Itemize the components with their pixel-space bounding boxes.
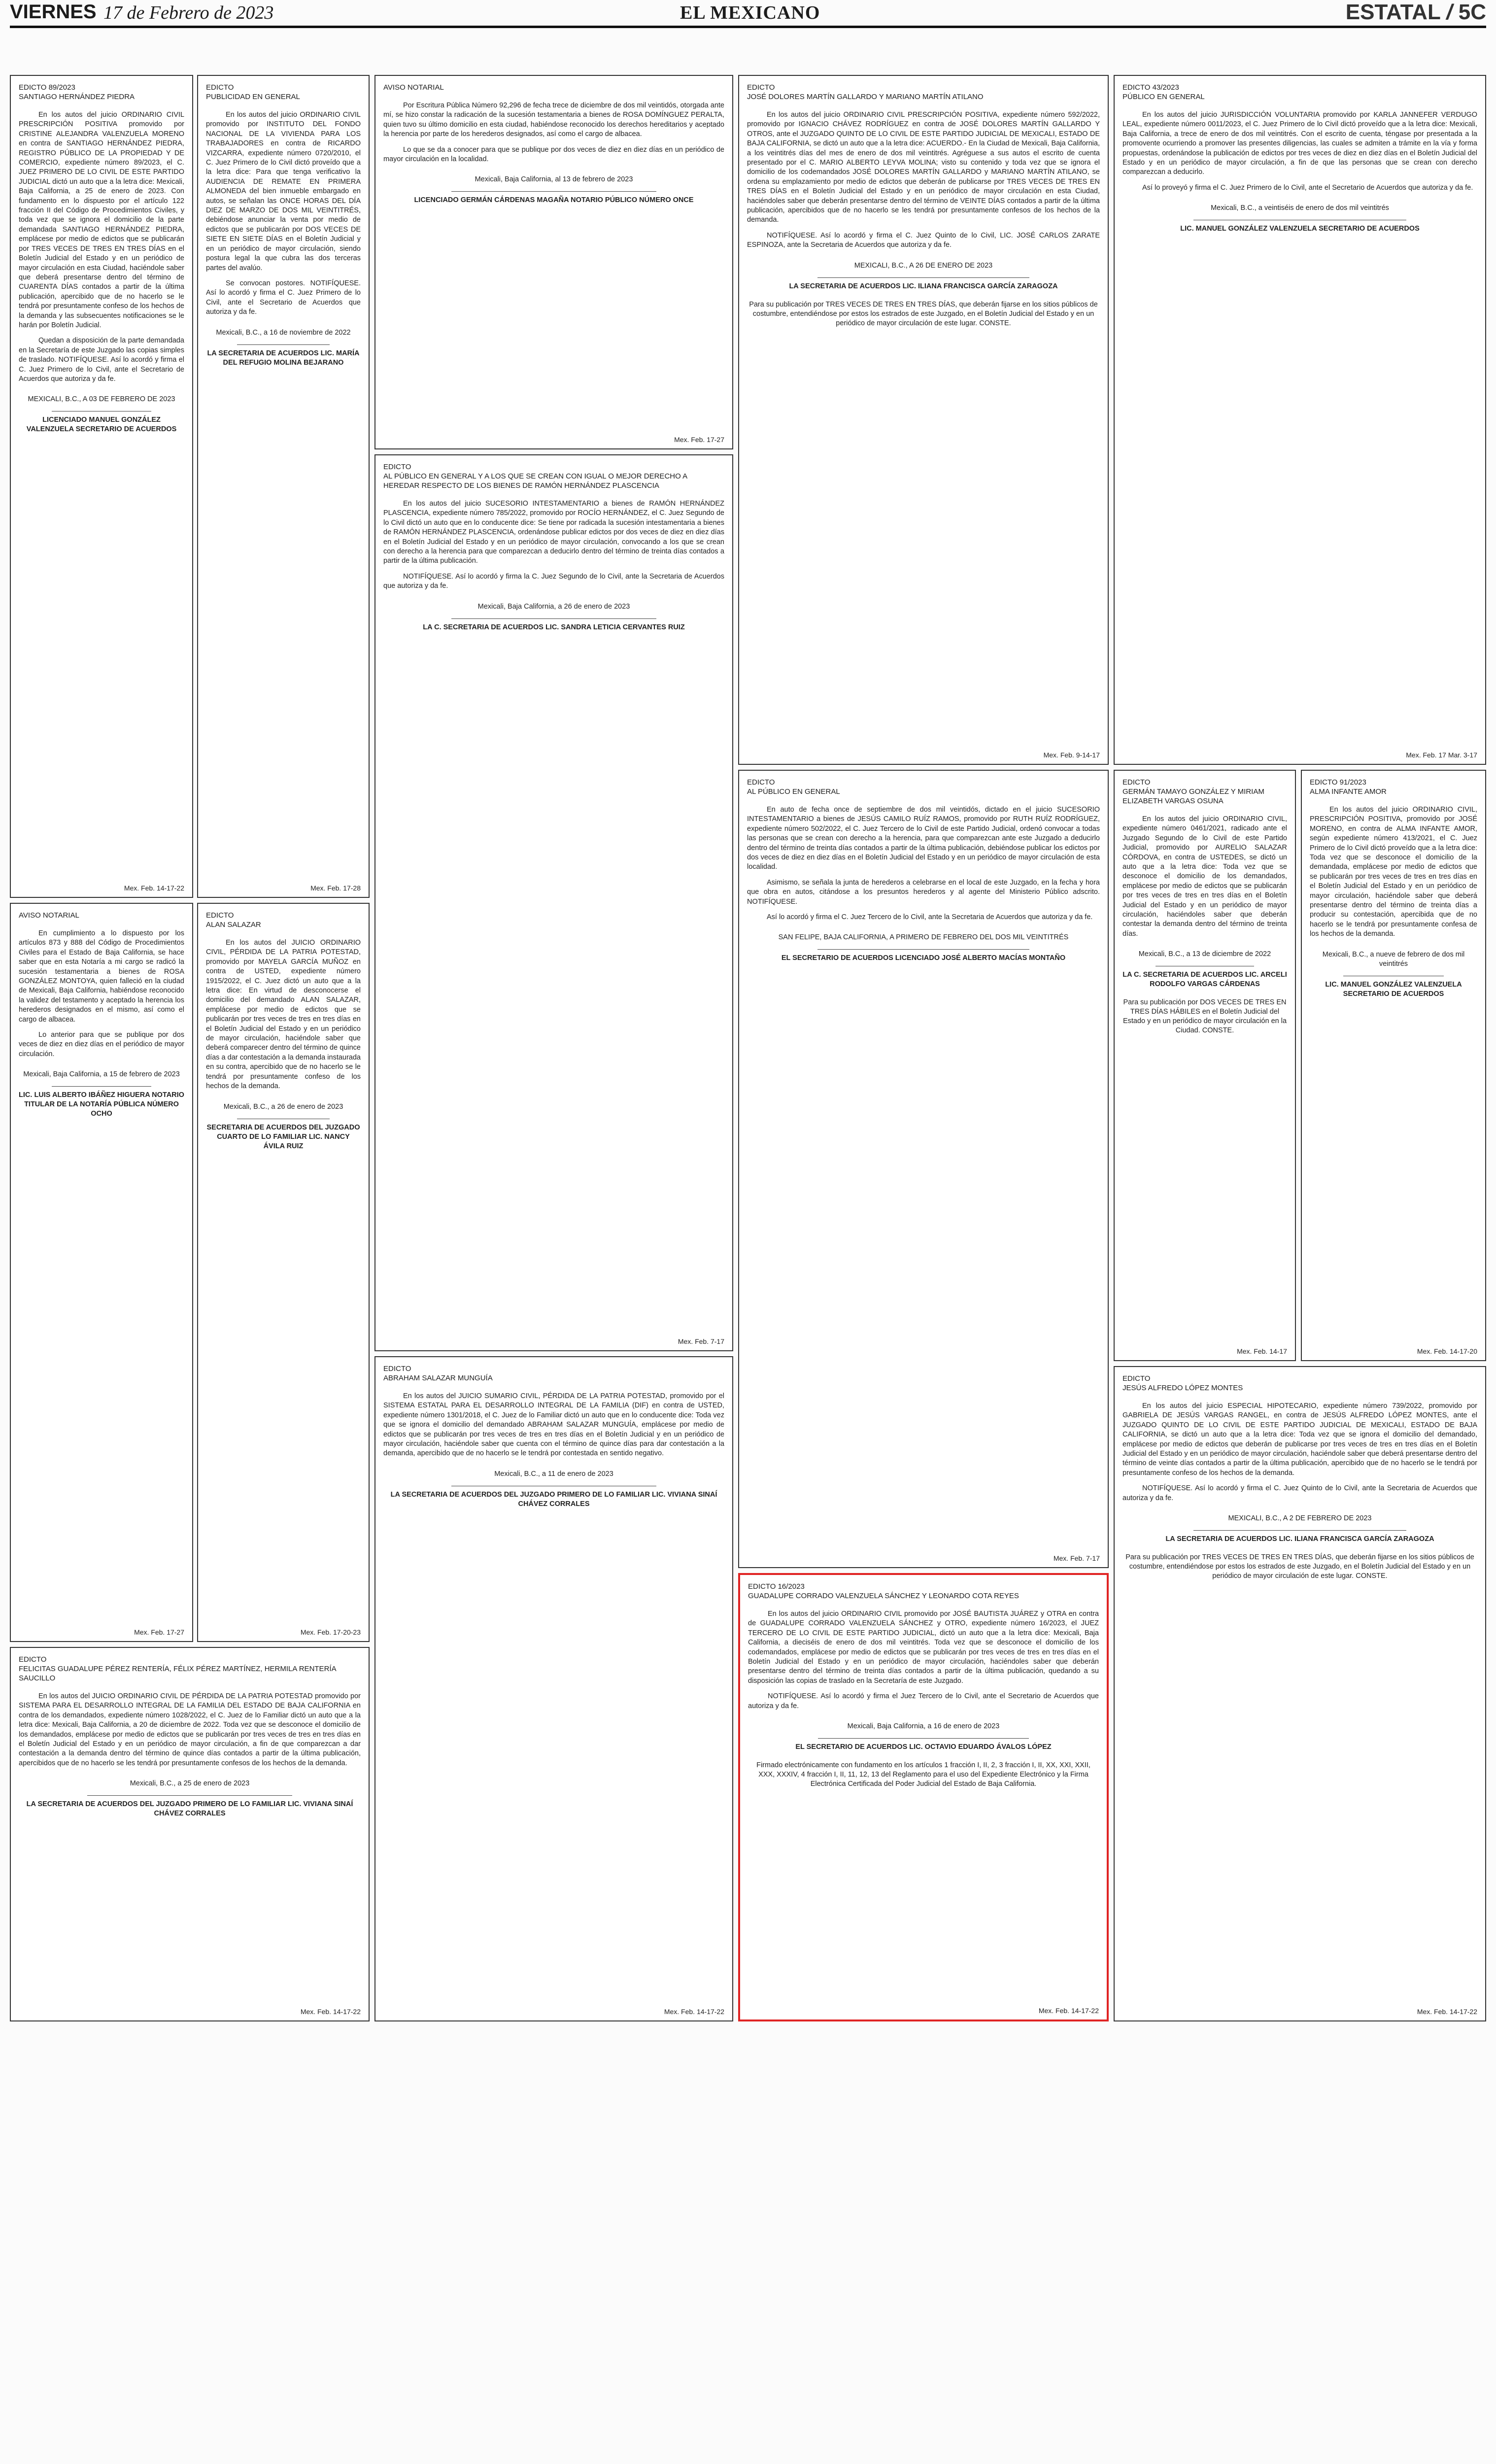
- notice-signatory: LIC. MANUEL GONZÁLEZ VALENZUELA SECRETARIO DE ACUERDOS: [1325, 980, 1462, 998]
- notice-edicto-ruiz-ramos: [738, 770, 1109, 1568]
- notice-publication-note: Para su publicación por TRES VECES DE TRES EN TRES DÍAS, que deberán fijarse en los sitios públicos de costumbre, entendiéndose por estos los estrados de este Juzgado, en el Boletín Judicial del Estado y en un periódico de mayor circulación de este lugar. CONSTE.: [1125, 1553, 1474, 1580]
- notice-heading: EDICTO AL PÚBLICO EN GENERAL Y A LOS QUE SE CREAN CON IGUAL O MEJOR DERECHO A HEREDAR RESPECTO DE LOS BIENES DE RAMÓN HERNÁNDEZ PLASCENCIA: [383, 463, 687, 490]
- masthead-date: 17 de Febrero de 2023: [103, 2, 274, 23]
- notice-signature: [383, 1470, 724, 1509]
- notice-signature: [383, 602, 724, 632]
- notice-edicto-91-2023: [1301, 770, 1486, 1361]
- notice-publication-note: Para su publicación por TRES VECES DE TRES EN TRES DÍAS, que deberán fijarse en los sitios públicos de costumbre, entendiéndose por estos los estrados de este Juzgado, en el Boletín Judicial del Estado y en un periódico de mayor circulación de este lugar. CONSTE.: [749, 300, 1098, 327]
- notice-publication-dates: Mex. Feb. 14-17-22: [1417, 2008, 1477, 2016]
- masthead-day: VIERNES: [10, 1, 97, 23]
- signature-line: [1193, 1530, 1406, 1531]
- notice-body: [1122, 815, 1287, 939]
- notice-paragraph: En los autos del juicio ORDINARIO CIVIL, expediente número 0461/2021, radicado ante el Juzgado Segundo de lo Civil de este Partido Judicial, promovido por AURELIO SALAZAR CÓRDOVA, en contra de USTEDES, se dictó un auto que a la letra dice: Toda vez que se desconoce el domicilio de los demandados, emplácese por medio de edictos que se publicarán por tres veces de tres en tres días en el Boletín Judicial del Estado y en un periódico de mayor circulación, haciéndoles saber que deberán contestar la demanda dentro del término de treinta días.: [1122, 815, 1287, 938]
- notice-paragraph: Lo que se da a conocer para que se publique por dos veces de diez en diez días en un periódico de mayor circulación en la localidad.: [383, 145, 724, 164]
- notice-body: [206, 110, 361, 317]
- notice-paragraph: NOTIFÍQUESE. Así lo acordó y firma el Juez Tercero de lo Civil, ante el Secretario de Acuerdos que autoriza y da fe.: [748, 1692, 1099, 1710]
- notice-edicto-martin-gallardo: [738, 75, 1109, 765]
- notice-publication-dates: Mex. Feb. 9-14-17: [1043, 751, 1100, 759]
- notice-publication-dates: Mex. Feb. 7-17: [1053, 1554, 1100, 1562]
- notice-publication-dates: Mex. Feb. 14-17-22: [300, 2008, 361, 2016]
- notice-body: [19, 110, 184, 384]
- notice-edicto-publicidad-general: [197, 75, 370, 898]
- notice-signature: [747, 933, 1100, 963]
- notice-paragraph: Lo anterior para que se publique por dos veces de diez en diez días en el periódico de mayor circulación.: [19, 1031, 184, 1058]
- notice-signature: [747, 261, 1100, 328]
- notice-heading: EDICTO PUBLICIDAD EN GENERAL: [206, 83, 300, 101]
- notice-heading: EDICTO GERMÁN TAMAYO GONZÁLEZ Y MIRIAM ELIZABETH VARGAS OSUNA: [1122, 778, 1264, 805]
- notice-heading: EDICTO AL PÚBLICO EN GENERAL: [747, 778, 840, 796]
- notice-edicto-89-2023: [10, 75, 193, 898]
- notice-publication-dates: Mex. Feb. 17-28: [310, 884, 361, 892]
- notice-signatory: LA SECRETARIA DE ACUERDOS DEL JUZGADO PRIMERO DE LO FAMILIAR LIC. VIVIANA SINAÍ CHÁVEZ CORRALES: [390, 1490, 717, 1508]
- notice-signature: [1122, 204, 1477, 234]
- notice-signatory: SECRETARIA DE ACUERDOS DEL JUZGADO CUARTO DE LO FAMILIAR LIC. NANCY ÁVILA RUIZ: [206, 1123, 360, 1150]
- notice-body: [383, 101, 724, 164]
- notice-paragraph: Así lo acordó y firma el C. Juez Tercero de lo Civil, ante la Secretaria de Acuerdos que autoriza y da fe.: [767, 913, 1093, 922]
- signature-line: [817, 277, 1029, 278]
- notice-publication-dates: Mex. Feb. 17-27: [134, 1628, 184, 1636]
- notice-heading: EDICTO ABRAHAM SALAZAR MUNGUÍA: [383, 1365, 493, 1382]
- notice-signatory: LA SECRETARIA DE ACUERDOS LIC. ILIANA FRANCISCA GARCÍA ZARAGOZA: [1165, 1535, 1434, 1543]
- notice-place-date: Mexicali, Baja California, a 26 de enero de 2023: [477, 602, 630, 611]
- notice-edicto-16-2023: [738, 1573, 1109, 2021]
- notice-body: [206, 938, 361, 1092]
- notice-signatory: LIC. MANUEL GONZÁLEZ VALENZUELA SECRETARIO DE ACUERDOS: [1180, 225, 1420, 233]
- newspaper-name: EL MEXICANO: [680, 2, 820, 23]
- notice-signature: [19, 1070, 184, 1119]
- notice-paragraph: NOTIFÍQUESE. Así lo acordó y firma la C. Juez Segundo de lo Civil, ante la Secretaria de Acuerdos que autoriza y da fe.: [383, 572, 724, 590]
- notice-paragraph: En los autos del juicio ORDINARIO CIVIL promovido por JOSÉ BAUTISTA JUÁREZ y OTRA en contra de GUADALUPE CORRADO VALENZUELA SÁNCHEZ y OTRO, expediente número 16/2023, el JUEZ TERCERO DE LO CIVIL DE ESTE PARTIDO JUDICIAL, dictó un auto que a la letra dice: Mexicali, Baja California, a dieciséis de enero de dos mil veintitrés. Toda vez que se desconoce el domicilio de los codemandados, emplácese por medio de edictos que se publicarán por tres veces de tres en tres días en el Boletín Judicial del Estado y en un periódico de mayor circulación, haciéndoles saber que deberán presentarse dentro del término de treinta días contados a partir de la última publicación, quedando a su disposición las copias de traslado en la Secretaría de este Juzgado.: [748, 1610, 1099, 1685]
- notice-signature: [206, 1102, 361, 1151]
- notice-signatory: LA C. SECRETARIA DE ACUERDOS LIC. ARCELI RODOLFO VARGAS CÁRDENAS: [1122, 971, 1287, 989]
- notice-paragraph: En los autos del juicio ESPECIAL HIPOTECARIO, expediente número 739/2022, promovido por GABRIELA DE JESÚS VARGAS RANGEL, en contra de JESÚS ALFREDO LÓPEZ MONTES, ante el JUZGADO QUINTO DE LO CIVIL DE ESTE PARTIDO JUDICIAL DE MEXICALI, ESTADO DE BAJA CALIFORNIA, se dictó un auto que a la letra dice: Toda vez que se ignora el domicilio del demandado, emplácese por medio de edictos que deberán de publicarse por tres veces de tres en tres días en el Boletín Judicial del Estado y en un periódico de mayor circulación, haciéndole saber que deberá presentarse dentro del término de veinte días contados a partir de la última publicación, apercibido que de no hacerlo se le tendrá por presuntamente confeso de los hechos de la demanda.: [1122, 1402, 1477, 1477]
- notice-edicto-hernandez-plascencia: [374, 454, 733, 1351]
- notice-paragraph: NOTIFÍQUESE. Así lo acordó y firma el C. Juez Quinto de lo Civil, ante la Secretaria de Acuerdos que autoriza y da fe.: [1122, 1484, 1477, 1502]
- notice-heading: EDICTO ALAN SALAZAR: [206, 911, 261, 929]
- notice-body: [383, 499, 724, 591]
- notice-paragraph: En los autos del juicio ORDINARIO CIVIL PRESCRIPCIÓN POSITIVA promovido por CRISTINE ALEJANDRA VALENZUELA MORENO en contra de SANTIAGO HERNÁNDEZ PIEDRA, REGISTRO PÚBLICO DE LA PROPIEDAD Y DE COMERCIO, expediente número 89/2023, el C. JUEZ PRIMERO DE LO CIVIL DE ESTE PARTIDO JUDICIAL dictó un auto que a la letra dice: Mexicali, Baja California, a 25 de enero de 2023. Con fundamento en lo dispuesto por el artículo 122 fracción II del Código de Procedimientos Civiles, y toda vez que se ignora el domicilio de la parte demandada SANTIAGO HERNÁNDEZ PIEDRA, emplácese por medio de edictos que se publicarán por TRES VECES DE TRES EN TRES DÍAS en el Boletín Judicial del Estado y en un periódico de mayor circulación en esta Ciudad, haciéndole saber que deberá presentarse dentro del término de CUARENTA DÍAS contados a partir de la última publicación, apercibido que de no hacerlo se le tendrá por presuntamente confeso de los hechos de la demanda y las subsecuentes notificaciones se le harán por Boletín Judicial.: [19, 111, 184, 329]
- signature-line: [818, 1738, 1028, 1739]
- notice-paragraph: Por Escritura Pública Número 92,296 de fecha trece de diciembre de dos mil veintidós, otorgada ante mí, se hizo constar la radicación de la sucesión testamentaria a bienes de ROSA DOMÍNGUEZ PERALTA, quien tuvo su último domicilio en esta ciudad, habiéndose reconocido los derechos hereditarios y aceptado la herencia por parte de los herederos designados, así como el cargo de albacea.: [383, 102, 724, 138]
- notice-signature: [383, 175, 724, 205]
- notice-place-date: Mexicali, B.C., a 25 de enero de 2023: [130, 1780, 250, 1788]
- signature-line: [87, 1795, 292, 1796]
- signature-line: [451, 191, 656, 192]
- notice-heading: EDICTO 16/2023 GUADALUPE CORRADO VALENZUELA SÁNCHEZ Y LEONARDO COTA REYES: [748, 1582, 1019, 1600]
- notice-place-date: MEXICALI, B.C., A 03 DE FEBRERO DE 2023: [28, 395, 175, 404]
- notice-paragraph: Quedan a disposición de la parte demandada en la Secretaría de este Juzgado las copias simples de traslado. NOTIFÍQUESE. Así lo acordó y firma el C. Juez Primero de lo Civil, ante el Secretario de Acuerdos que autoriza y da fe.: [19, 337, 184, 383]
- notice-edicto-alan-salazar: [197, 903, 370, 1642]
- notice-signatory: LIC. LUIS ALBERTO IBÁÑEZ HIGUERA NOTARIO TITULAR DE LA NOTARÍA PÚBLICA NÚMERO OCHO: [19, 1091, 184, 1118]
- notice-signature: [19, 1779, 361, 1818]
- notice-signatory: EL SECRETARIO DE ACUERDOS LIC. OCTAVIO EDUARDO ÁVALOS LÓPEZ: [795, 1743, 1052, 1751]
- notice-place-date: Mexicali, B.C., a 13 de diciembre de 2022: [1138, 950, 1271, 958]
- notice-publication-dates: Mex. Feb. 17-27: [674, 436, 724, 444]
- notice-publication-dates: Mex. Feb. 14-17-20: [1417, 1347, 1477, 1355]
- notice-place-date: SAN FELIPE, BAJA CALIFORNIA, A PRIMERO DE FEBRERO DEL DOS MIL VEINTITRÉS: [778, 933, 1069, 942]
- notice-place-date: Mexicali, Baja California, a 16 de enero de 2023: [847, 1722, 1000, 1731]
- notice-heading: EDICTO JESÚS ALFREDO LÓPEZ MONTES: [1122, 1374, 1243, 1392]
- notice-signatory: LICENCIADO MANUEL GONZÁLEZ VALENZUELA SECRETARIO DE ACUERDOS: [26, 416, 177, 434]
- notice-paragraph: NOTIFÍQUESE. Así lo acordó y firma el C. Juez Quinto de lo Civil, LIC. JOSÉ CARLOS ZARATE ESPINOZA, ante la Secretaria de Acuerdos que autoriza y da fe.: [747, 231, 1100, 249]
- notice-heading: AVISO NOTARIAL: [19, 911, 79, 920]
- notice-paragraph: En los autos del JUICIO ORDINARIO CIVIL, PÉRDIDA DE LA PATRIA POTESTAD, promovido por MAYELA GARCÍA MUÑOZ en contra de USTED, expediente número 1915/2022, el C. Juez dictó un auto que a la letra dice: En virtud de desconocerse el domicilio del demandado ALAN SALAZAR, emplácese por medio de edictos que se publicarán por tres veces de tres en tres días en el Boletín Judicial del Estado y en un periódico de mayor circulación, haciéndole saber que deberá comparecer dentro del término de quince días a dar contestación a la demanda instaurada en su contra, apercibido que de no hacerlo se le tendrá por presuntamente confeso de los hechos de la demanda.: [206, 939, 361, 1091]
- signature-line: [52, 1086, 151, 1087]
- notice-paragraph: En auto de fecha once de septiembre de dos mil veintidós, dictado en el juicio SUCESORIO INTESTAMENTARIO a bienes de JESÚS CAMILO RUÍZ RAMOS, promovido por RUTH RUÍZ RODRÍGUEZ, expediente número 502/2022, el C. Juez Tercero de lo Civil de este Partido Judicial, ordenó convocar a todas las personas que se crean con derecho a la herencia, para que comparezcan ante este Juzgado a deducirlo dentro del término de treinta días contados a partir de la última publicación, debiéndose publicar los edictos por dos veces de diez en diez días en el Boletín Judicial del Estado y en un periódico de mayor circulación de esta localidad.: [747, 806, 1100, 871]
- notice-place-date: Mexicali, B.C., a nueve de febrero de dos mil veintitrés: [1322, 950, 1465, 968]
- notice-paragraph: En los autos del juicio SUCESORIO INTESTAMENTARIO a bienes de RAMÓN HERNÁNDEZ PLASCENCIA, expediente número 785/2022, promovido por ROCÍO HERNÁNDEZ, el C. Juez Segundo de lo Civil dictó un auto que en lo conducente dice: Se tiene por radicada la sucesión intestamentaria a bienes de RAMÓN HERNÁNDEZ PLASCENCIA, ordenándose publicar edictos por dos veces de diez en diez días en el Boletín Judicial del Estado y en un periódico de mayor circulación, convocando a los que se crean con derecho a la herencia para que comparezcan a deducirlo dentro del término de treinta días contados a partir de la última publicación.: [383, 500, 724, 565]
- notice-place-date: Mexicali, B.C., a 16 de noviembre de 2022: [216, 328, 351, 337]
- notice-body: [19, 929, 184, 1059]
- notice-heading: EDICTO 91/2023 ALMA INFANTE AMOR: [1310, 778, 1387, 796]
- notice-paragraph: En cumplimiento a lo dispuesto por los artículos 873 y 888 del Código de Procedimientos Civiles para el Estado de Baja California, se hace saber que en esta Notaría a mi cargo se radicó la sucesión testamentaria a bienes de ROSA GONZÁLEZ MONTOYA, quien falleció en la ciudad de Mexicali, Baja California, habiéndose reconocido la validez del testamento y aceptado la herencia los herederos designados en el mismo, así como el cargo de albacea.: [19, 929, 184, 1024]
- notice-heading: EDICTO JOSÉ DOLORES MARTÍN GALLARDO Y MARIANO MARTÍN ATILANO: [747, 83, 984, 101]
- notice-place-date: Mexicali, B.C., a 26 de enero de 2023: [223, 1102, 343, 1111]
- notice-edicto-tamayo-vargas: [1114, 770, 1296, 1361]
- notice-heading: EDICTO FELICITAS GUADALUPE PÉREZ RENTERÍA, FÉLIX PÉREZ MARTÍNEZ, HERMILA RENTERÍA SAUCILLO: [19, 1655, 336, 1682]
- notice-signatory: LA C. SECRETARIA DE ACUERDOS LIC. SANDRA LETICIA CERVANTES RUIZ: [423, 623, 685, 631]
- notice-paragraph: En los autos del juicio JURISDICCIÓN VOLUNTARIA promovido por KARLA JANNEFER VERDUGO LEAL, expediente número 0011/2023, el C. Juez Primero de lo Civil dictó proveído que a la letra dice: Mexicali, Baja California, a trece de enero de dos mil veintitrés. Con el escrito de cuenta, téngase por presentada a la promovente ocurriendo a promover las presentes diligencias, las cuales se admiten a trámite en la vía y forma propuestas, ordenándose la publicación de edictos por tres veces de diez en diez días en el Boletín Judicial del Estado y en un periódico de mayor circulación, a fin de que las personas que se crean con derecho comparezcan a deducirlo.: [1122, 111, 1477, 176]
- notice-signature: [748, 1722, 1099, 1789]
- notice-paragraph: Se convocan postores. NOTIFÍQUESE. Así lo acordó y firma el C. Juez Primero de lo Civil, ante el Secretario de Acuerdos que autoriza y da fe.: [206, 279, 361, 316]
- notice-body: [747, 110, 1100, 250]
- notice-signature: [1122, 950, 1287, 1035]
- notice-body: [1122, 110, 1477, 193]
- signature-line: [817, 949, 1029, 950]
- notice-signature: [1122, 1514, 1477, 1581]
- notice-publication-note: Para su publicación por DOS VECES DE TRES EN TRES DÍAS HÁBILES en el Boletín Judicial del Estado y en un periódico de mayor circulación en la Ciudad. CONSTE.: [1122, 998, 1287, 1035]
- notice-signature: [206, 328, 361, 368]
- notice-signature: [19, 395, 184, 434]
- notice-aviso-notarial-ibanez: [10, 903, 193, 1642]
- notice-signature: [1310, 950, 1477, 999]
- notice-paragraph: En los autos del JUICIO SUMARIO CIVIL, PÉRDIDA DE LA PATRIA POTESTAD, promovido por el SISTEMA ESTATAL PARA EL DESARROLLO INTEGRAL DE LA FAMILIA (DIF) en contra de USTED, expediente número 1301/2018, el C. Juez de lo Familiar dictó un auto que en lo conducente dice: Toda vez que se ignora el domicilio del demandado ABRAHAM SALAZAR MUNGUÍA, emplácese por medio de edictos que se publicarán por tres veces de tres en tres días en el Boletín Judicial y en un periódico de mayor circulación, haciéndole saber que cuenta con el término de quince días para dar contestación a la demanda, apercibido que de no hacerlo se le tendrá por contestada en sentido negativo.: [383, 1392, 724, 1458]
- notice-signatory: LICENCIADO GERMÁN CÁRDENAS MAGAÑA NOTARIO PÚBLICO NÚMERO ONCE: [414, 196, 694, 205]
- notice-heading: EDICTO 89/2023 SANTIAGO HERNÁNDEZ PIEDRA: [19, 83, 135, 101]
- notice-publication-dates: Mex. Feb. 14-17-22: [664, 2008, 724, 2016]
- notice-publication-dates: Mex. Feb. 14-17: [1237, 1347, 1287, 1355]
- notice-paragraph: Asimismo, se señala la junta de herederos a celebrarse en el local de este Juzgado, en la fecha y hora que obra en autos, citándose a los presuntos herederos y al agente del Ministerio Público adscrito. NOTIFÍQUESE.: [747, 878, 1100, 906]
- notice-place-date: Mexicali, Baja California, a 15 de febrero de 2023: [23, 1070, 180, 1079]
- notice-publication-dates: Mex. Feb. 7-17: [678, 1337, 724, 1345]
- notice-signatory: LA SECRETARIA DE ACUERDOS DEL JUZGADO PRIMERO DE LO FAMILIAR LIC. VIVIANA SINAÍ CHÁVEZ CORRALES: [26, 1800, 353, 1818]
- section-label: ESTATAL / 5C: [1345, 0, 1486, 24]
- notice-paragraph: En los autos del juicio ORDINARIO CIVIL PRESCRIPCIÓN POSITIVA, expediente número 592/2022, promovido por IGNACIO CHÁVEZ RODRÍGUEZ en contra de JOSÉ DOLORES MARTÍN GALLARDO Y OTROS, ante el JUZGADO QUINTO DE LO CIVIL DE ESTE PARTIDO JUDICIAL DE MEXICALI, ESTADO DE BAJA CALIFORNIA, se dictó un auto que a la letra dice: ACUERDO.- En la Ciudad de Mexicali, Baja California, a los veintitrés días del mes de enero de dos mil veintitrés. Agréguese a sus autos el escrito de cuenta presentado por el C. MARIO ALBERTO LEYVA MOLINA; visto su contenido y toda vez que se ignora el domicilio de los codemandados JOSÉ DOLORES MARTÍN GALLARDO y MARIANO MARTÍN ATILANO, se ordena su emplazamiento por medio de edictos que deberán de publicarse por TRES VECES DE TRES EN TRES DÍAS en el Boletín Judicial del Estado y en un periódico de mayor circulación en esta Ciudad, haciéndoles saber que deberán presentarse dentro del término de VEINTE DÍAS contados a partir de la última publicación, apercibidos que de no hacerlo se les tendrá por presuntamente confesos de los hechos de la demanda.: [747, 111, 1100, 224]
- notice-edicto-abraham-salazar: [374, 1356, 733, 2021]
- notice-place-date: MEXICALI, B.C., A 2 DE FEBRERO DE 2023: [1228, 1514, 1372, 1523]
- notice-publication-dates: Mex. Feb. 17 Mar. 3-17: [1406, 751, 1477, 759]
- notice-place-date: Mexicali, Baja California, al 13 de febrero de 2023: [475, 175, 633, 184]
- notice-heading: AVISO NOTARIAL: [383, 83, 444, 92]
- notice-signatory: EL SECRETARIO DE ACUERDOS LICENCIADO JOSÉ ALBERTO MACÍAS MONTAÑO: [781, 954, 1066, 962]
- notice-signatory: LA SECRETARIA DE ACUERDOS LIC. MARÍA DEL REFUGIO MOLINA BEJARANO: [207, 349, 360, 367]
- notice-body: [19, 1692, 361, 1768]
- notice-place-date: Mexicali, B.C., a veintiséis de enero de dos mil veintitrés: [1211, 204, 1389, 212]
- notice-edicto-43-2023: [1114, 75, 1486, 765]
- notice-publication-dates: Mex. Feb. 14-17-22: [1038, 2007, 1099, 2015]
- notice-body: [1310, 805, 1477, 939]
- notice-place-date: MEXICALI, B.C., A 26 DE ENERO DE 2023: [854, 261, 993, 270]
- signature-line: [237, 344, 330, 345]
- notice-body: [748, 1609, 1099, 1711]
- notice-body: [1122, 1402, 1477, 1503]
- notice-publication-dates: Mex. Feb. 14-17-22: [124, 884, 184, 892]
- masthead: [10, 0, 1486, 28]
- notice-place-date: Mexicali, B.C., a 11 de enero de 2023: [494, 1470, 613, 1478]
- notice-paragraph: En los autos del juicio ORDINARIO CIVIL promovido por INSTITUTO DEL FONDO NACIONAL DE LA VIVIENDA PARA LOS TRABAJADORES en contra de RICARDO VIZCARRA, expediente número 0720/2010, el C. Juez Primero de lo Civil dictó proveído que a la letra dice: Para que tenga verificativo la AUDIENCIA DE REMATE EN PRIMERA ALMONEDA del bien inmueble embargado en autos, se señalan las ONCE HORAS DEL DÍA DIEZ DE MARZO DE DOS MIL VEINTITRÉS, debiéndose anunciar la venta por medio de edictos que se publicarán por DOS VECES DE SIETE EN SIETE DÍAS en el Boletín Judicial y en un periódico de mayor circulación, siendo postura legal la que cubra las dos terceras partes del avalúo.: [206, 111, 361, 272]
- notice-publication-note: Firmado electrónicamente con fundamento en los artículos 1 fracción I, II, 2, 3 fracción I, II, XX, XXI, XXII, XXX, XXXIV, 4 fracción I, II, 11, 12, 13 del Reglamento para el uso del Expediente Electrónico y la Firma Electrónica Certificada del Poder Judicial del Estado de Baja California.: [756, 1761, 1090, 1788]
- signature-line: [451, 618, 656, 619]
- notice-body: [383, 1392, 724, 1459]
- notice-paragraph: En los autos del JUICIO ORDINARIO CIVIL DE PÉRDIDA DE LA PATRIA POTESTAD promovido por SISTEMA PARA EL DESARROLLO INTEGRAL DE LA FAMILIA DEL ESTADO DE BAJA CALIFORNIA en contra de los demandados, expediente número 1028/2022, el C. Juez de lo Familiar dictó un auto que a la letra dice: Mexicali, Baja California, a 20 de diciembre de 2022. Toda vez que se desconoce el domicilio de los demandados, emplácese por medio de edictos que se publicarán por tres veces de tres en tres días en el Boletín Judicial del Estado y en un periódico de mayor circulación, a fin de que comparezcan a dar contestación a la demanda dentro del término de quince días contados a partir de la última publicación, apercibidos que de no hacerlo se les tendrá por presuntamente confesos de los hechos de la demanda.: [19, 1692, 361, 1767]
- notice-signatory: LA SECRETARIA DE ACUERDOS LIC. ILIANA FRANCISCA GARCÍA ZARAGOZA: [789, 282, 1058, 290]
- notice-aviso-notarial-cardenas: [374, 75, 733, 449]
- notice-paragraph: En los autos del juicio ORDINARIO CIVIL, PRESCRIPCIÓN POSITIVA, promovido por JOSÉ MORENO, en contra de ALMA INFANTE AMOR, según expediente número 413/2021, el C. Juez Primero de lo Civil dictó proveído que a la letra dice: Toda vez que se desconoce el domicilio de la demandada, emplácese por medio de edictos que se publicarán por tres veces de tres en tres días en el Boletín Judicial del Estado y en un periódico de mayor circulación, haciéndole saber que deberá presentarse dentro del término de treinta días a producir su contestación, apercibida que de no hacerlo se le tendrá por presuntamente confesa de los hechos de la demanda.: [1310, 806, 1477, 938]
- notice-paragraph: Así lo proveyó y firma el C. Juez Primero de lo Civil, ante el Secretario de Acuerdos que autoriza y da fe.: [1142, 183, 1473, 192]
- notice-heading: EDICTO 43/2023 PÚBLICO EN GENERAL: [1122, 83, 1205, 101]
- notice-edicto-lopez-montes: [1114, 1366, 1486, 2021]
- notice-body: [747, 805, 1100, 922]
- notice-edicto-perez-renteria: [10, 1647, 370, 2021]
- notice-publication-dates: Mex. Feb. 17-20-23: [300, 1628, 361, 1636]
